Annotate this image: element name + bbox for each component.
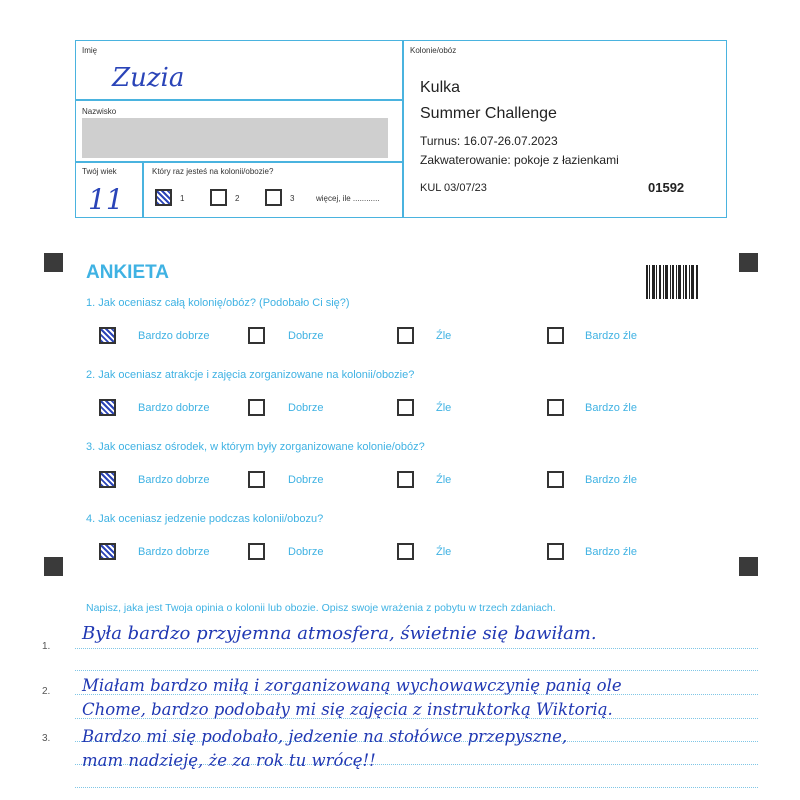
redacted-surname [82,118,388,158]
question-2-option-2-checkbox[interactable] [248,399,265,416]
surname-label: Nazwisko [82,107,117,116]
question-2-option-4-label: Bardzo źle [585,402,637,414]
answer-text-1: Była bardzo przyjemna atmosfera, świetnie się bawiłam. [82,623,597,644]
question-4-option-1-checkbox[interactable] [99,543,116,560]
question-2-option-1-label: Bardzo dobrze [138,402,210,414]
registration-marker [44,557,63,576]
times-option-2: 2 [235,194,240,203]
question-3-option-2-checkbox[interactable] [248,471,265,488]
times-more-label: więcej, ile ............ [316,194,380,203]
registration-marker [739,557,758,576]
answer-line [75,648,758,649]
question-4-text: 4. Jak oceniasz jedzenie podczas kolonii/obozu? [86,513,324,525]
times-checkbox-3[interactable] [265,189,282,206]
question-1-option-4-label: Bardzo źle [585,330,637,342]
question-2-option-4-checkbox[interactable] [547,399,564,416]
question-3-option-4-checkbox[interactable] [547,471,564,488]
camp-name: Kulka [420,79,461,96]
question-1-option-3-label: Źle [436,330,452,342]
question-4-option-2-checkbox[interactable] [248,543,265,560]
header-form [75,40,727,218]
header-line [76,161,402,163]
line-number: 2. [42,686,51,697]
question-2-option-2-label: Dobrze [288,402,324,414]
answer-text-2: Miałam bardzo miłą i zorganizowaną wychowawczynię panią ole [82,676,622,695]
question-3-option-4-label: Bardzo źle [585,474,637,486]
question-3-option-3-checkbox[interactable] [397,471,414,488]
answer-line [75,787,758,788]
barcode [646,265,700,299]
question-2-option-3-label: Źle [436,402,452,414]
question-2-text: 2. Jak oceniasz atrakcje i zajęcia zorganizowane na kolonii/obozie? [86,369,415,381]
question-4-option-3-checkbox[interactable] [397,543,414,560]
times-option-1: 1 [180,194,185,203]
age-label: Twój wiek [82,167,117,176]
camp-code: KUL 03/07/23 [420,182,487,194]
question-1-option-1-label: Bardzo dobrze [138,330,210,342]
question-4-option-4-label: Bardzo źle [585,546,637,558]
times-option-3: 3 [290,194,295,203]
question-4-option-3-label: Źle [436,546,452,558]
question-3-text: 3. Jak oceniasz ośrodek, w którym były zorganizowane kolonie/obóz? [86,441,425,453]
question-1-option-1-checkbox[interactable] [99,327,116,344]
name-label: Imię [82,46,98,55]
camp-label: Kolonie/obóz [410,46,457,55]
line-number: 1. [42,641,51,652]
line-number: 3. [42,733,51,744]
question-4-option-1-label: Bardzo dobrze [138,546,210,558]
answer-text-5: mam nadzieję, że za rok tu wrócę!! [82,751,376,770]
header-line [76,99,402,101]
question-4-option-2-label: Dobrze [288,546,324,558]
question-2-option-1-checkbox[interactable] [99,399,116,416]
question-2-option-3-checkbox[interactable] [397,399,414,416]
times-checkbox-1[interactable] [155,189,172,206]
registration-marker [739,253,758,272]
survey-title: ANKIETA [86,262,170,283]
header-divider [142,161,144,217]
question-1-option-3-checkbox[interactable] [397,327,414,344]
form-number: 01592 [648,180,685,195]
camp-program: Summer Challenge [420,105,557,122]
question-3-option-2-label: Dobrze [288,474,324,486]
question-3-option-1-checkbox[interactable] [99,471,116,488]
question-1-option-2-checkbox[interactable] [248,327,265,344]
accommodation: Zakwaterowanie: pokoje z łazienkami [420,153,619,167]
answer-text-3: Chome, bardzo podobały mi się zajęcia z instruktorką Wiktorią. [82,700,613,719]
turnus: Turnus: 16.07-26.07.2023 [420,134,558,148]
question-4-option-4-checkbox[interactable] [547,543,564,560]
question-3-option-3-label: Źle [436,474,452,486]
registration-marker [44,253,63,272]
header-divider [402,41,404,217]
times-label: Który raz jesteś na kolonii/obozie? [152,167,274,176]
answer-line [75,670,758,671]
question-1-option-2-label: Dobrze [288,330,324,342]
question-1-option-4-checkbox[interactable] [547,327,564,344]
answer-text-4: Bardzo mi się podobało, jedzenie na stołówce przepyszne, [82,727,568,746]
question-3-option-1-label: Bardzo dobrze [138,474,210,486]
opinion-prompt: Napisz, jaka jest Twoja opinia o kolonii lub obozie. Opisz swoje wrażenia z pobytu w trzech zdaniach. [86,602,556,614]
question-1-text: 1. Jak oceniasz całą kolonię/obóz? (Podobało Ci się?) [86,297,350,309]
age-value: 11 [88,183,124,216]
name-value: Zuzia [112,63,185,93]
times-checkbox-2[interactable] [210,189,227,206]
